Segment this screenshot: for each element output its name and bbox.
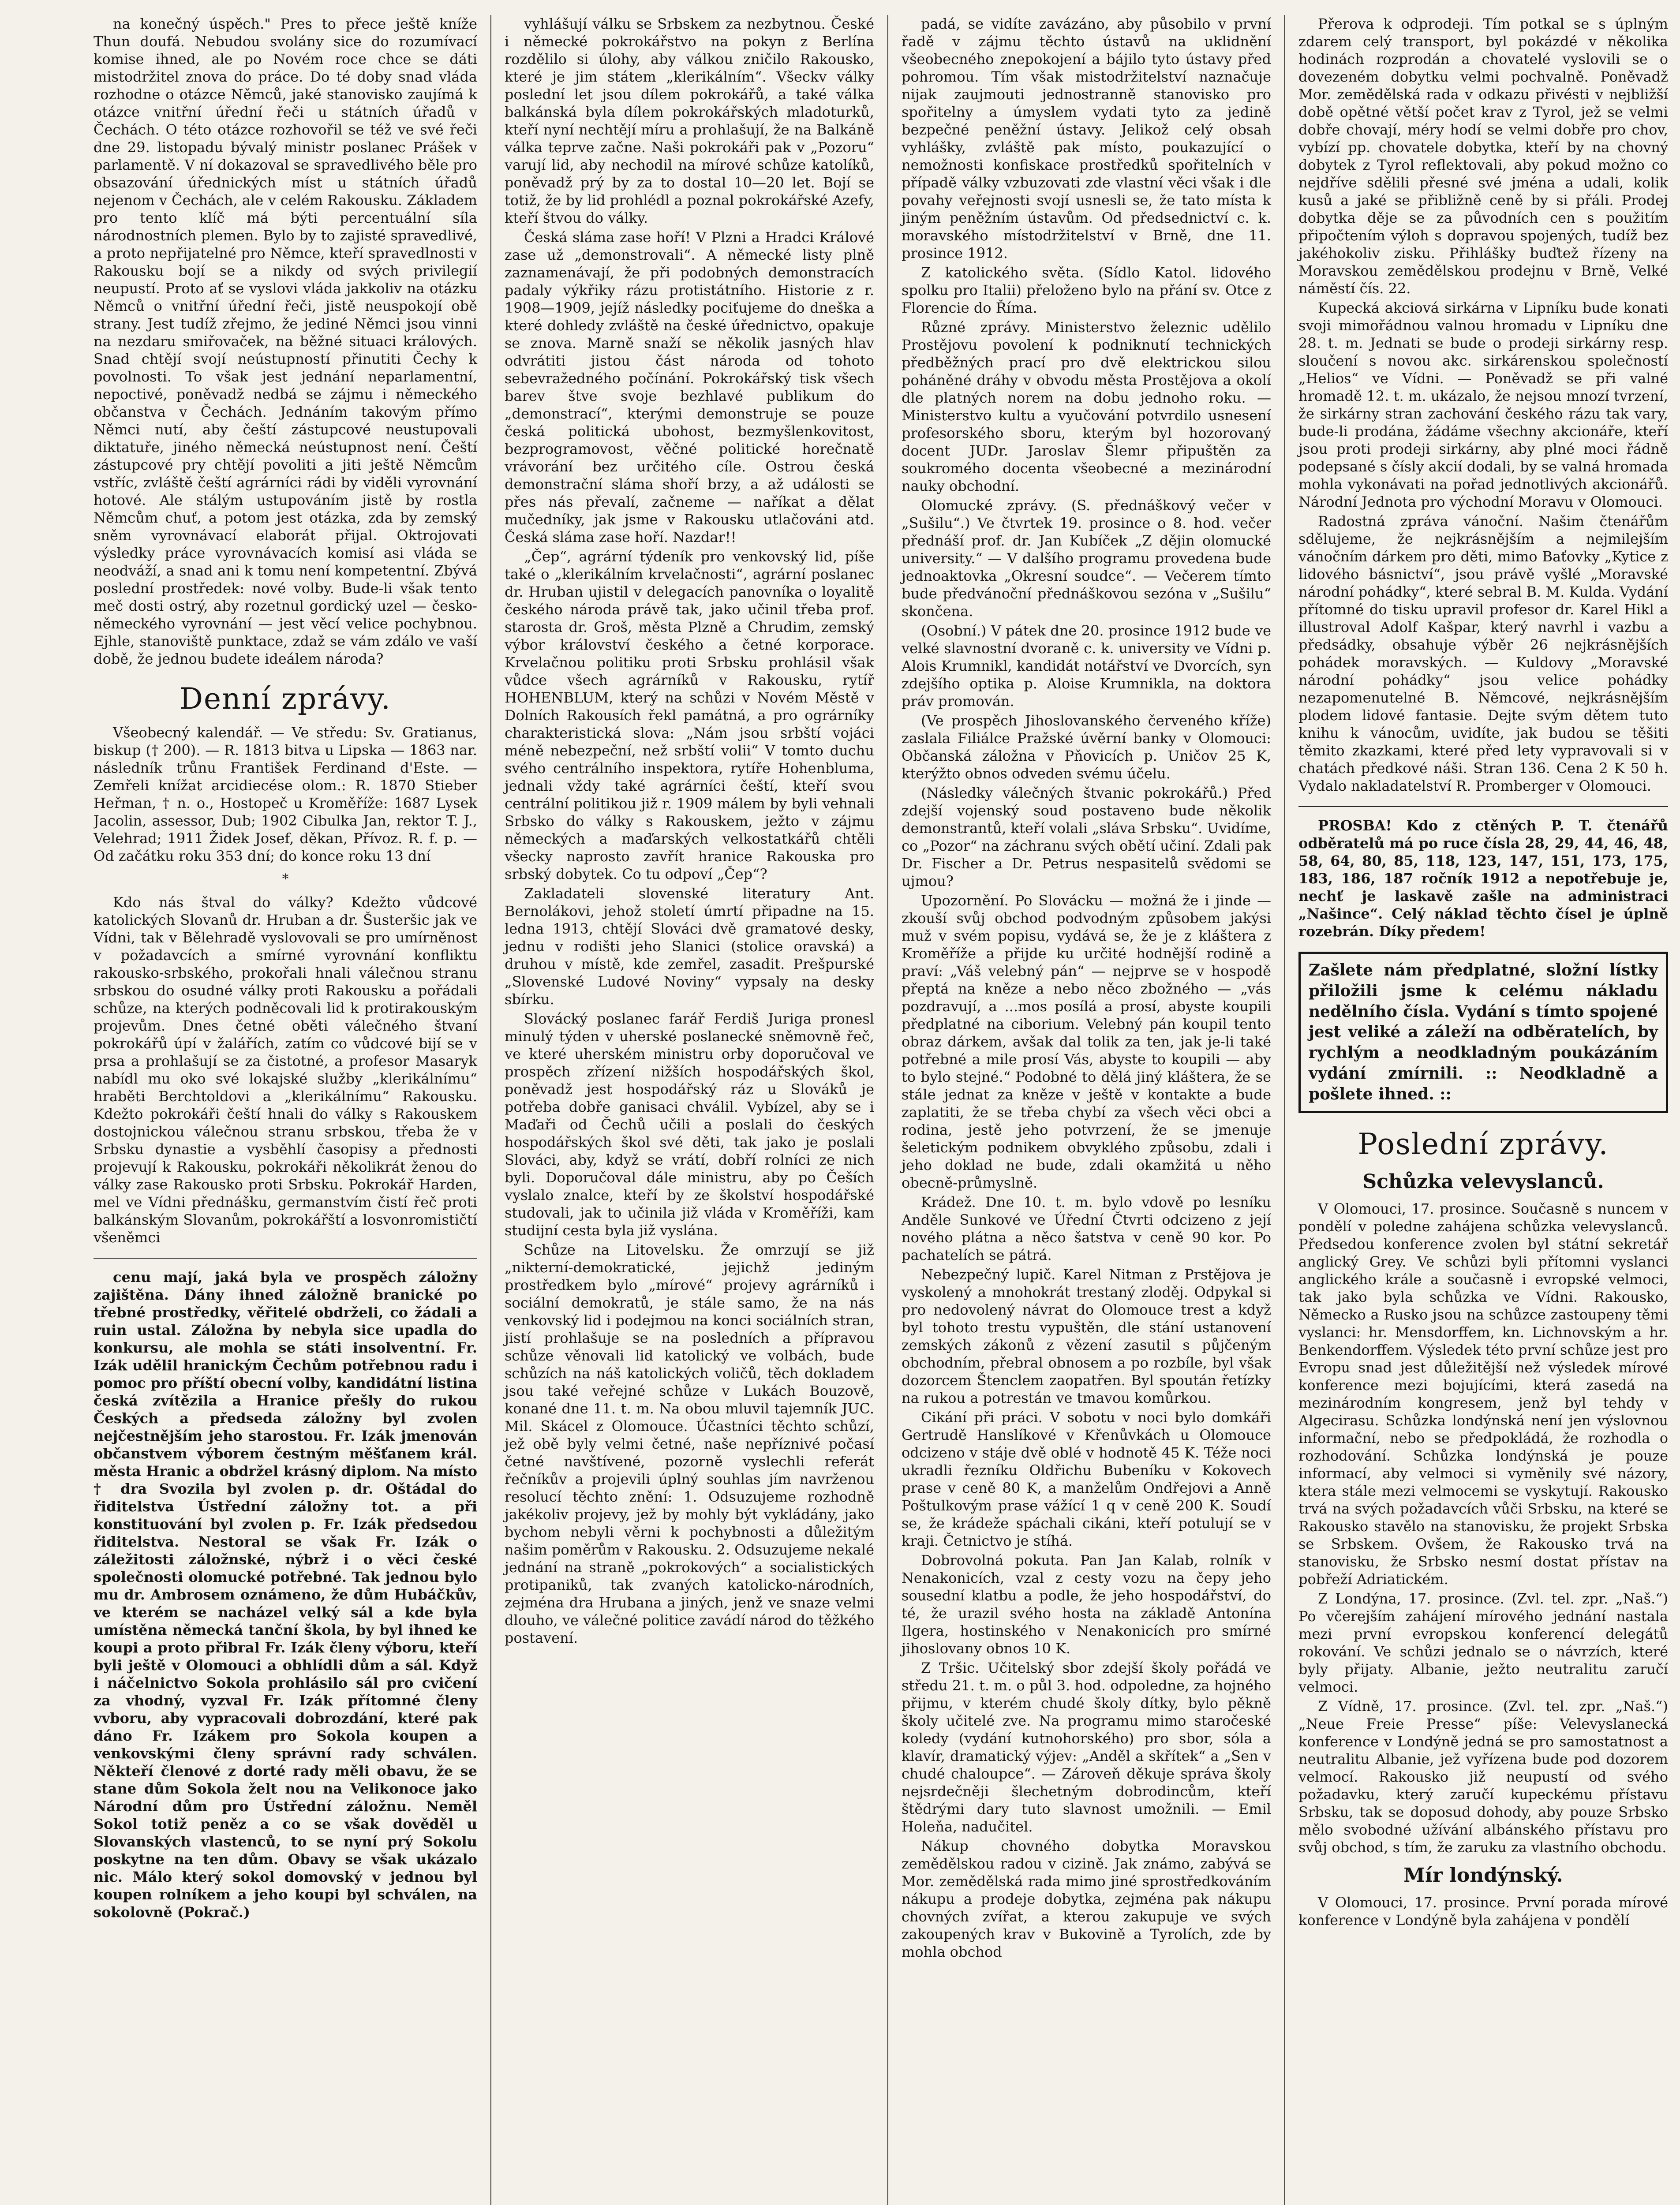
cep-agrarian-article: „Čep“, agrární týdeník pro venkovský lid, píše také o „klerikálním krvelačnosti“, agrární poslanec dr. Hruban ujistil v delegacích panovníka o loyalitě českého národa právě tak, jako učinil třeba prof. starosta dr. Groš, města Plzně a Chrudim, zemský výbor království českého a četné korporace. Krvelačnou politiku proti Srbsku prohlásil však vůdce všech agrárníků v Rakousku, rytíř HOHENBLUM, který na schůzi v Novém Městě v Dolních Rakousích řekl památná, a pro ográrníky charakteristická slova: „Nám jsou srbští vojáci méně nebezpeční, než srbští volii“ V tomto duchu svého centrálního inspektora, rytíře Hohenbluma, jednali vždy také agrárníci čeští, kteří svou centrální politikou již r. 1909 málem by byli vehnali Srbsko do války s Rakouskem, ježto v zájmu německých a maďarských velkostatkářů chtěli všecky naprosto zavřít hranice Rakouska pro srbský dobytek. Co tu odpoví „Čep“? xyxy=(505,548,874,882)
london-peace-article: V Olomouci, 17. prosince. První porada mírové konference v Londýně byla zahájena v pondělí xyxy=(1298,1894,1668,1929)
livestock-purchase-continued: Přerova k odprodeji. Tím potkal se s úplným zdarem celý transport, byl pokázdé v několika hodinách rozprodán a chovatelé vyslovili se o dovezeném dobytku velmi pochvalně. Poněvadž Mor. zemědělská rada v odkazu přivésti v nejbližší době opětné větší počet krav z Tyrol, jež se velmi dobře chovají, méry hodí se velmi dobře pro chov, vybízí pp. chovatele dobytka, kteří by na chovný dobytek z Tyrol reflektovali, aby pokud možno co nejdříve sdělili přesné své jména a udali, kolik kusů a jaké se přibližně ceně by si přáli. Prodej dobytka děje se za původních cen s použitím připočtením výloh s dopravou spojených, tudíž bez jakéhokoliv zisku. Přihlášky buďtež řízeny na Moravskou zemědělskou prodejnu v Brně, Velké náměstí čís. 22. xyxy=(1298,15,1668,297)
column-4 xyxy=(1284,15,1668,2205)
various-news-article: Různé zprávy. Ministerstvo železnic udělilo Prostějovu povolení k podniknutí technických předběžných prací pro dvě elektrickou silou poháněné dráhy v obvodu města Prostějova a okolí dle platných norem na dobu jednoho roku. — Ministerstvo kultu a vyučování potvrdilo usnesení profesorského sboru, kterým byl hozorovaný docent JUDr. Jaroslav Šlemr připuštěn za soukromého docenta všeobecné a mezinárodní nauky obchodní. xyxy=(902,319,1271,494)
thun-article: na konečný úspěch." Pres to přece ještě kníže Thun doufá. Nebudou svolány sice do rozumívací komise ihned, ale po Novém roce chce se dáti mistodržitel znova do práce. Do té doby snad vláda rozhodne o otázce Němců, jaké stanovisko zaujímá k otázce vnitřní úřední řeči u státních úřadů v Čechách. O této otázce rozhovořil se též ve své řeči dne 29. listopadu bývalý ministr poslanec Prášek v parlamentě. V ní dokazoval se spravedlivého běle pro obsazování úřednických míst u státních úřadů nejenom v Čechách, ale v celém Rakousku. Základem pro tento klíč má býti percentuální síla národnostních plemen. Bylo by to zajisté spravedlivé, a proto nepřijatelné pro Němce, kteří spravedlnosti v Rakousku bojí se a nikdy od svých privilegií neupustí. Proto ať se vyslovi vláda jakkoliv na otázku Němců o vnitřní úřední řeči, jistě neuspokojí obě strany. Jest tudíž zřejmo, že jediné Němci jsou vinni na nezdaru smiřovaček, na běžné situaci králových. Snad chtějí svojí neústupností přinutiti Čechy k povolnosti. To však jest jednání neparlamentní, nepoctivé, poněvadž nedbá se zájmu i německého občanstva v Čechách. Jednáním takovým přímo Němci nutí, aby čeští zástupcové neustupovali diktatuře, jiného německá neústupnost není. Čeští zástupcové pry chtějí povoliti a jiti ještě Němcům vstříc, zvláště čeští agrárníci rádi by viděli vyrovnání hotové. Ale stálým ustupováním jistě by rostla Němcům chuť, a potom jest otázka, zda by zemský sněm vyrovnávací elaborát přijal. Oktrojovati výsledky práce vyrovnávacích komisí asi vláda se neodváží, a snad ani k tomu není kompetentní. Zbývá poslední prostředek: nové volby. Bude-li však tento meč dosti ostrý, aby rozetnul gordický uzel — česko-německého vyrovnání — jest věcí velice pochybnou. Ejhle, stanoviště punktace, zdaž se vám zdálo ve vaší době, že jednou budete ideálem národa? xyxy=(94,15,477,667)
general-calendar: Všeobecný kalendář. — Ve středu: Sv. Gratianus, biskup († 200). — R. 1813 bitva u Lipska — 1863 nar. následník trůnu František Ferdinand d'Este. — Zemřeli knížat arcidiecése olom.: R. 1870 Stieber Heřman, † n. o., Hostopeč u Kroměříže: 1687 Lysek Jacolin, assessor, Dub; 1902 Cibulka Jan, rektor T. J., Velehrad; 1911 Židek Josef, děkan, Přívoz. R. f. p. — Od začátku roku 353 dní; do konce roku 13 dní xyxy=(94,724,477,864)
robber-article: Nebezpečný lupič. Karel Nitman z Prstějova je vyskolený a mnohokrát trestaný zloděj. Odpykal si pro nedovolený návrat do Olomouce trest a když byl tohoto trestu vypuštěn, dle stání ustanovení zemských zákonů z vězení zasutil s půjčeným obchodním, přebral obnosem a po rozbíle, byl však dozorcem Štenclem zaopatřen. Byl spoután řetízky na rukou a potrestán ve tmavou komůrkou. xyxy=(902,1266,1271,1406)
catholic-world-article: Z katolického světa. (Sídlo Katol. lidového spolku pro Italii) přeloženo bylo na přání sv. Otce z Florencie do Říma. xyxy=(902,264,1271,316)
christmas-news-article: Radostná zpráva vánoční. Našim čtenářům sdělujeme, že nejkrásnějším a nejmilejším vánočním dárkem pro děti, mimo Baťovky „Kytice z lidového básnictví“, jsou právě vyšlé „Moravské národní pohádky“, které sebral B. M. Kulda. Vydání přítomné do tisku upravil profesor dr. Karel Hikl a illustroval Adolf Kašpar, který navrhl i vazbu a předsádky, obsahuje výběr 26 nejkrásnějších pohádek moravských. — Kuldovy „Moravské národní pohádky“ jsou velice pohádky nezapomenutelné B. Němcové, nejkrásnějším plodem lidové fantasie. Dejte svým dětem tuto knihu k vánocům, uvidíte, jak budou se těšiti těmito zkazkami, které před lety vypravovali si v chatách předkové náši. Stran 136. Cena 2 K 50 h. Vydalo nakladatelství R. Promberger v Olomouci. xyxy=(1298,513,1668,794)
war-agitation-continued: vyhlášují válku se Srbskem za nezbytnou. České i německé pokrokářstvo na pokyn z Berlína rozdělilo si úlohy, aby válkou zničilo Rakousko, které je jim státem „klerikálním“. Všeckv války poslední let jsou dílem pokrokářů, a také válka balkánská byla dílem pokrokářských mladoturků, kteří nyní nechtějí míru a prohlašují, že na Balkáně válka teprve začne. Naši pokrokáři pak v „Pozoru“ varují lid, aby nechodil na mírové schůze katolíků, poněvadž prý by za to dostal 10—20 let. Bojí se totiž, že by lid prohlédl a poznal pokrokářské Azefy, kteří štvou do války. xyxy=(505,15,874,226)
litovel-meetings-article: Schůze na Litovelsku. Že omrzují se již „nikterní-demokratické, jejichž jediným prostředkem bylo „mírové“ projevy agrárníků i sociální demokratů, je stále samo, že na nás venkovský lid i podejmou na konci sociálních stran, jistí prohlašuje se na posledních a přípravou schůze věnovali lid katolický ve volbách, bude schůzích na náš katolických voličů, těch dokladem jsou také veřejné schůze v Lukách Bouzově, konané dne 11. t. m. Na obou mluvil tajemník JUC. Mil. Skácel z Olomouce. Účastníci těchto schůzí, jež obě byly velmi četné, naše nepříznivé počasí četné navštívené, pozorně vyslechli referát řečníkův a projevili úplný souhlas jím navrženou resolucí těchto znění: 1. Odsuzujeme rozhodně jakékoliv projevy, jež by mohly být vykládány, jako bychom nebyli věrni k pochybnosti a důležitým našim poměrům v Rakousku. 2. Odsuzujeme nekalé jednání na straně „pokrokových“ a socialistických protipaniků, tak zvaných katolicko-národních, zejména dra Hrubana a jiných, jenž ve snaze velmi dlouho, ve válečné politice zavádí národ do těžkého postavení. xyxy=(505,1241,874,1646)
bernolak-article: Zakladateli slovenské literatury Ant. Bernolákovi, jehož století úmrtí připadne na 15. ledna 1913, chtějí Slováci dvě gramatové desky, jednu v rodišti jeho Slanici (stolice oravská) a druhou v místě, kde zemřel, zasadit. Prešpurské „Slovenské Ludové Noviny“ vypsaly na desky sbírku. xyxy=(505,885,874,1008)
trsice-article: Z Tršic. Učitelský sbor zdejší školy pořádá ve středu 21. t. m. o půl 3. hod. odpoledne, za hojného přijmu, v kterém chudé školy dítky, bylo pěkně školy učitelé zve. Na programu mimo staročeské koledy (vydání kutnohorského) pro sbor, sóla a klavír, dramatický výjev: „Anděl a skřítek“ a „Sen v chudé chaloupce“. — Zároveň děkuje správa školy nejsrdečněji šlechetným dobrodincům, kteří štědrými dary tuto slavnost umožnili. — Emil Holeňa, nadučitel. xyxy=(902,1659,1271,1835)
governorate-notice: padá, se vidíte zavázáno, aby působilo v první řadě v zájmu těchto ústavů na uklidnění všeobecného znepokojení a bájilo tyto ústavy před pohromou. Tím však mistodržitelství naznačuje nijak zaujmouti jednostranně stanovisko pro spořitelny a úmyslem vydati tyto za jedině bezpečné peněžní ústavy. Jelikož celý obsah vyhlášky, zvláště pak místo, poukazující o nemožnosti konfiskace prostředků spořitelních v případě války vzbuzovati zde vlastní věci však i dle povahy veřejnosti svojí usnesli se, že tato místa k jiným peněžním ústavům. Od předsednictví c. k. moravského místodržitelství v Brně, dne 11. prosince 1912. xyxy=(902,15,1271,262)
section-heading-daily-news: Denní zprávy. xyxy=(180,682,391,716)
ambassadors-meeting-heading: Schůzka velevyslanců. xyxy=(1362,1170,1604,1193)
theft-article: Krádež. Dne 10. t. m. bylo vdově po lesníku Anděle Sunkové ve Úřední Čtvrti odcizeno z její nového plátna a něco šatstva v ceně 90 kor. Po pachatelích se pátrá. xyxy=(902,1194,1271,1263)
london-telegram: Z Londýna, 17. prosince. (Zvl. tel. zpr. „Naš.“) Po včerejším zahájení mírového jednání nastala mezi první evropskou konferencí delegátů rokování. Ve schůzi jednalo se o návrzích, které byly přijaty. Albanie, ježto neutralitu zaručí velmoci. xyxy=(1298,1590,1668,1696)
section-heading-latest-news: Poslední zprávy. xyxy=(1358,1127,1609,1161)
london-peace-heading: Mír londýnský. xyxy=(1403,1864,1563,1887)
personal-news: (Osobní.) V pátek dne 20. prosince 1912 bude ve velké slavnostní dvoraně c. k. university ve Vídni p. Alois Krumnikl, kandidát notářství ve Dvorcích, syn zdejšího optika p. Aloise Krumnikla, na doktora práv promován. xyxy=(902,622,1271,710)
olomouc-news-article: Olomucké zprávy. (S. přednáškový večer v „Sušilu“.) Ve čtvrtek 19. prosince o 8. hod. večer přednáší prof. dr. Jan Kubíček „Z dějin olomucké university.“ — V dalšího programu provedena bude jednoaktovka „Okresní soudce“. — Večerem tímto bude předvánoční přednáškovou sezóna v „Sušilu“ skončena. xyxy=(902,497,1271,620)
red-cross-donation: (Ve prospěch Jihoslovanského červeného kříže) zaslala Filiálce Pražské úvěrní banky v Olomouci: Občanská záložna v Pňovicích p. Uničov 25 K, kterýžto obnos odveden svému účelu. xyxy=(902,712,1271,782)
izak-biography-continued: cenu mají, jaká byla ve prospěch záložny zajištěna. Dány ihned záložně branické po třebné prostředky, věřitelé obdrželi, co žádali a ruin ustal. Záložna by nebyla sice upadla do konkursu, ale mohla se státi insolventní. Fr. Izák udělil hranickým Čechům potřebnou radu i pomoc pro příští obecní volby, kandidátní listina česká zvítězila a Hranice přešly do rukou Českých a předseda záložny byl zvolen nejčestnějším jeho starostou. Fr. Izák jmenován občanstvem výborem čestným měšťanem král. města Hranic a obdržel krásný diplom. Na místo † dra Svozila byl zvolen p. dr. Oštádal do řiditelstva Ústřední záložny tot. a při konstituování byl zvolen p. Fr. Izák předsedou řiditelstva. Nestoral se však Fr. Izák o záležitosti záložnské, nýbrž i o věci české společnosti olomucké potřebné. Tak jednou bylo mu dr. Ambrosem oznámeno, že dům Hubáčkův, ve kterém se nacházel velký sál a kde byla umístěna německá tanční škola, by byl ihned ke koupi a proto přibral Fr. Izák členy výboru, kteří byli ještě v Olomouci a obhlídli dům a sál. Když i náčelnictvo Sokola prohlásilo sál pro cvičení za vhodný, vyzval Fr. Izák přítomné členy vvboru, aby vypracovali dobrozdání, které pak dáno Fr. Izákem pro Sokola koupen a venkovskými členy správní rady schválen. Někteří členové z dorté rady měli obavu, že se stane dům Sokola želt nou na Velikonoce jako Národní dům pro Ústřední záložnu. Neměl Sokol totiž peněz a co se však dověděl u Slovanských vlastenců, to se nyní prý Sokolu poskytne na ten dům. Obavy se však ukázalo nic. Málo který sokol domovský v jednou byl koupen rolníkem a jeho koupi byl schválen, na sokolovně (Pokrač.) xyxy=(94,1269,477,1921)
request-notice: PROSBA! Kdo z ctěných P. T. čtenářů odběratelů má po ruce čísla 28, 29, 44, 46, 48, 58, 64, 80, 85, 118, 123, 147, 151, 173, 175, 183, 186, 187 ročník 1912 a nepotřebuje je, nechť je laskavě zašle na administraci „Našince“. Celý náklad těchto čísel je úplně rozebrán. Díky předem! xyxy=(1298,817,1668,940)
warning-article: Upozornění. Po Slovácku — možná že i jinde — zkouší svůj obchod podvodným způsobem jakýsi muž v svém popisu, vydává se, že je z kláštera z Kroměříže a přijde ku určité hodnější rodině a praví: „Váš velebný pán“ — nejprve se v hospodě přeptá na kněze a nebo něco zbožného — „vás pozdravují, a ...mos posílá a prosí, abyste koupili předplatné na ciborium. Velebný pán koupil tento obraz dárkem, avšak dal tolik za ten, jak je-li také potřebné a mile prosí Vás, abyste to koupili — aby to bylo stejné.“ Podobné to dělá jiný kláštera, že se stále jednat za kněze v ještě v kontakte a bude zaplatiti, že se třeba chybí za všech věci obci a rodina, jestě jeho potvrzení, že se jmenuje šeletickým podnikem obvyklého způsobu, zdali i jeho doklad ne bude, zdali okamžitá u něho obecně-průmyslně. xyxy=(902,892,1271,1191)
separator-star: * xyxy=(282,871,289,887)
ambassadors-meeting-article: V Olomouci, 17. prosince. Současně s nuncem v pondělí v poledne zahájena schůzka velevyslanců. Předsedou konference zvolen byl státní sekretář anglický Grey. Ve schůzi byli přítomni vyslanci anglického krále a současně i evropské velmoci, tak jako byla schůzka ve Vídni. Rakousko, Německo a Rusko jsou na schůzce zastoupeny těmi vyslanci: hr. Mensdorffem, kn. Lichnovským a hr. Benkendorffem. Výsledek této první schůze jest pro Evropu snad jest důležitější než výsledek mírové konference mezi bojujícími, která zasedá na mezinárodním kongresem, jenž byl tehdy v Algecirasu. Schůzka londýnská není jen výslovnou informační, nebo se předpokládá, že rozhodla o rozhodování. Schůzka londýnská je pouze informací, aby velmoci si vyměnily své názory, ktera stále mezi velmocemi se vyskytují. Rakousko trvá na svých požadavcích vůči Srbsku, na které se Rakousko stavělo na stanovisku, že projekt Srbska se Srbskem. Ovšem, že Rakousko trvá na stanovisku, že Srbsko nesmí dostat přístav na pobřeží Adriatickém. xyxy=(1298,1200,1668,1588)
voluntary-fine-article: Dobrovolná pokuta. Pan Jan Kalab, rolník v Nenakonicích, vzal z cesty vozu na čepy jeho sousední klatbu a podle, že jeho hospodářství, do té, že urazil svého hosta na základě Antonína Ilgera, hostinského v Nenakonicích pro smírné jihoslovany obnos 10 K. xyxy=(902,1552,1271,1657)
column-2 xyxy=(490,15,887,2205)
match-factory-article: Kupecká akciová sirkárna v Lipníku bude konati svoji mimořádnou valnou hromadu v Lipníku dne 28. t. m. Jednati se bude o prodeji sirkárny resp. sloučení s novou akc. sirkárenskou společností „Helios“ ve Vídni. — Poněvadž se při valné hromadě 12. t. m. ukázalo, že nejsou mnozí tvrzení, že sirkárny stran zachování českého rázu tak vary, bude-li prodána, žádáme všechny akcionáře, kteří jsou proti prodeji sirkárny, aby plné moci řádně podepsané s čísly akcií dodali, by se valná hromada mohla vykonávati na pořad jednotlivých akcionářů. Národní Jednota pro východní Moravu v Olomouci. xyxy=(1298,299,1668,510)
vienna-telegram: Z Vídně, 17. prosince. (Zvl. tel. zpr. „Naš.“) „Neue Freie Presse“ píše: Velevyslanecká konference v Londýně jedná se pro samostatnost a neutralitu Albanie, jež vyřízena bude pod dozorem velmocí. Rakousko již neupustí od svého požadavku, který zaručí kupeckému přístavu Srbsku, tak se doposud dohody, aby pouze Srbsko mělo svobodné užívání albánského přístavu pro svůj obchod, s tím, že zaruku za vlastního obchodu. xyxy=(1298,1698,1668,1856)
column-1 xyxy=(94,15,490,2205)
gypsies-article: Cikání při práci. V sobotu v noci bylo domkáři Gertrudě Hanslíkové v Křenůvkách u Olomouce odcizeno v stáje dvě oblé v hodnotě 45 K. Téže noci ukradli řezníku Oldřichu Bubeníku v Kokovech prase v ceně 80 K, a manželům Ondřejovi a Anně Poštulkovým prase vážící 1 q v ceně 200 K. Soudí se, že krádeže spáchali cikáni, kteří potulují se v kraji. Četnictvo je stíhá. xyxy=(902,1409,1271,1549)
consequences-article: (Následky válečných štvanic pokrokářů.) Před zdejší vojenský soud postaveno bude několik demonstrantů, kteří volali „sláva Srbsku“. Uvidíme, co „Pozor“ na záchranu svých obětí učiní. Zdali pak Dr. Fischer a Dr. Petrus nespasitelů svědomi se ujmou? xyxy=(902,785,1271,889)
livestock-purchase-article: Nákup chovného dobytka Moravskou zemědělskou radou v cizině. Jak známo, zabývá se Mor. zemědělská rada mimo jiné sprostředkováním nákupu a prodeje dobytka, zejména pak nákupu chovných zvířat, a kterou zakupuje ve svých zakoupených krav v Bukovině a Tyrolích, zde by mohla obchod xyxy=(902,1838,1271,1960)
divider-rule xyxy=(94,1258,477,1259)
subscription-notice-box: Zašlete nám předplatné, složní lístky přiložili jsme k celému nákladu nedělního čísla. Vydání s tímto spojené jest veliké a záleží na odběratelích, by rychlým a neodkladným poukázáním vydání zmírnili. :: Neodkladně a pošlete ihned. :: xyxy=(1298,952,1668,1113)
czech-straw-article: Česká sláma zase hoří! V Plzni a Hradci Králové zase už „demonstrovali“. A německé listy plně zaznamenávají, že při podobných demonstracích padaly výkřiky rázu protistátního. Historie z r. 1908—1909, jejíž následky pociťujeme do dneška a které dohledy zvláště na české úřednictvo, opakuje se znova. Marně snaží se několik jasných hlav odvrátiti jistou část národa od tohoto sebevražedného počínání. Pokrokářský tisk všech barev štve svoje bezhlavé publikum do „demonstrací“, kterými demonstruje se pouze česká politická ubohost, bezmyšlenkovitost, bezprogramovost, věčné politické horečnatě vrávorání bez určitého cíle. Ostrou česká demonstrační sláma shoří brzy, a až události se přes nás převalí, začneme — naříkat a dělat mučedníky, jak jsme v Rakousku utlačováni atd. Česká sláma zase hoří. Nazdar!! xyxy=(505,229,874,546)
war-agitation-article: Kdo nás štval do války? Kdežto vůdcové katolických Slovanů dr. Hruban a dr. Šusteršic jak ve Vídni, tak v Bělehradě vyslovovali se pro umírněnost v požadavcích a smírné vyrovnání konfliktu rakousko-srbského, prokořali hnali válečnou stranu srbskou do osudné války proti Rakousku a pořádali schůze, na kterých podněcovali lid k protirakouským projevům. Dnes četné oběti válečného štvaní pokrokářů úpí v žalářích, zatím co vůdcové bijí se v prsa a prohlašují se za čistotné, a profesor Masaryk nabídl mu oko své lokajské služby „klerikálnímu“ hraběti Berchtoldovi a „klerikálnímu“ Rakousku. Kdežto pokrokáři čeští hnali do války s Rakouskem dostojnickou válečnou stranu srbskou, třeba že v Srbsku dynastie a vysběhlí časopisy a přednosti projevují k Rakousku, pokrokáři několikrát ženou do války zase Rakousko proti Srbsku. Pokrokář Harden, mel ve Vídni přednášku, germanstvím čistí řeč proti balkánským Slovanům, pokrokářští a losvonromističtí všeněmci xyxy=(94,894,477,1246)
juriga-article: Slovácký poslanec farář Ferdiš Juriga pronesl minulý týden v uherské poslanecké sněmovně řeč, ve které uherském ministru orby doporučoval ve prospěch zřízení nižších hospodářských škol, poněvadž jest hospodářský ráz u Slováků je potřeba dobře ganisaci chválil. Vybízel, aby se i Maďaři od Čechů učili a poslali do českých hospodářských škol své děti, tak jako je poslali Slováci, aby, když se vrátí, dobří rolníci ze nich byli. Doporučoval dále ministru, aby po Češích vyslalo znalce, kteří by ze školství hospodářské studovali, jak to učinila již vláda v Kroměříži, kam studijní cesta byla již vyslána. xyxy=(505,1010,874,1239)
divider-rule xyxy=(1298,806,1668,807)
column-3 xyxy=(887,15,1284,2205)
